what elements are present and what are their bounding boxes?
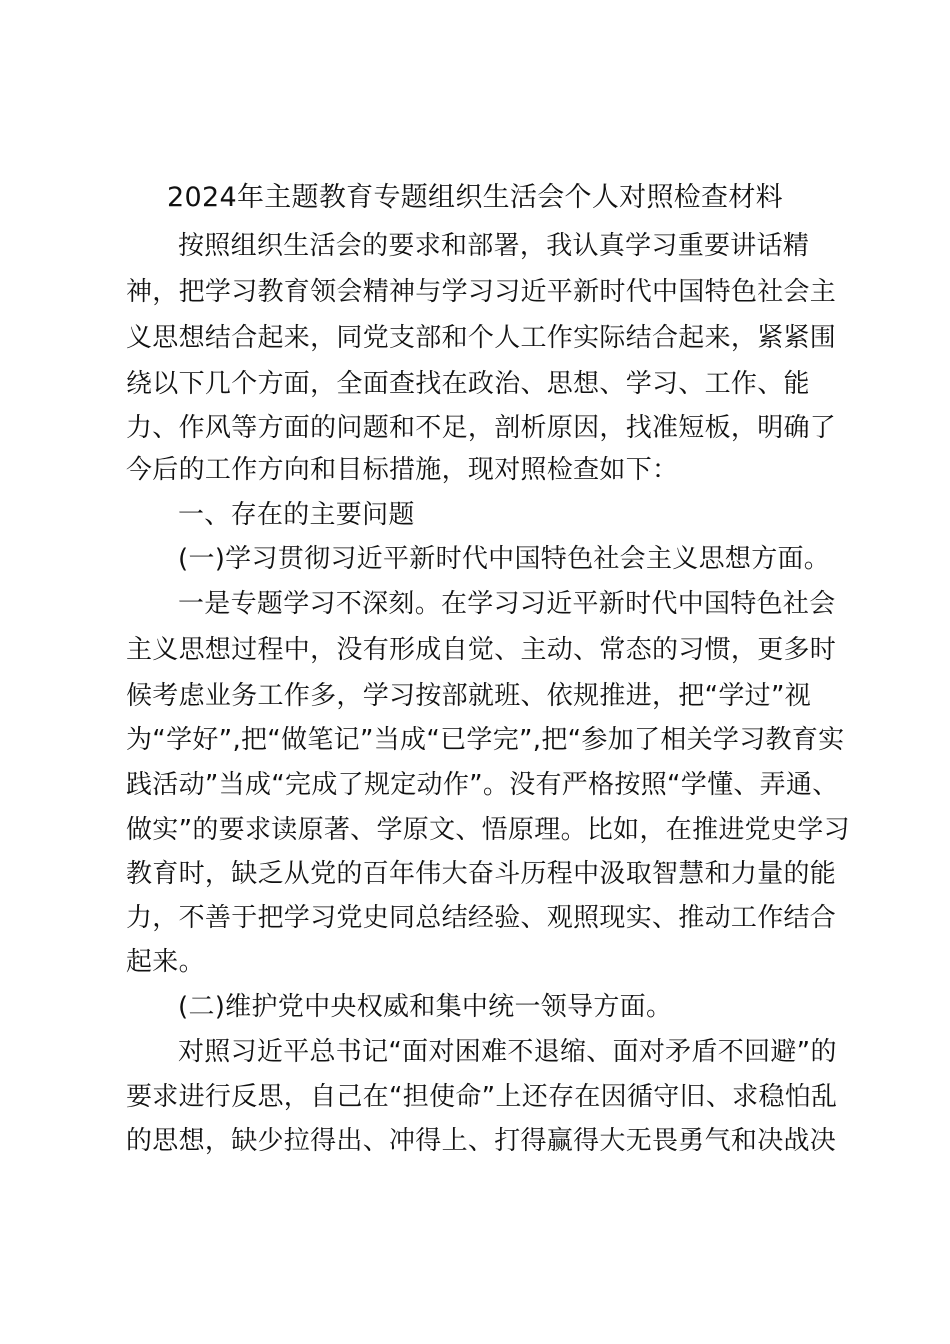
paragraph-line: 的思想，缺少拉得出、冲得上、打得赢得大无畏勇气和决战决 <box>126 1126 837 1156</box>
paragraph-line: 为“学好”,把“做笔记”当成“已学完”,把“参加了相关学习教育实 <box>126 725 845 755</box>
paragraph-line: 绕以下几个方面，全面查找在政治、思想、学习、工作、能 <box>126 369 810 399</box>
paragraph-line: 力，不善于把学习党史同总结经验、观照现实、推动工作结合 <box>126 903 837 933</box>
paragraph-line: 教育时，缺乏从党的百年伟大奋斗历程中汲取智慧和力量的能 <box>126 859 837 889</box>
document-title: 2024年主题教育专题组织生活会个人对照检查材料 <box>167 182 783 213</box>
paragraph-line: 要求进行反思，自己在“担使命”上还存在因循守旧、求稳怕乱 <box>126 1082 838 1112</box>
paragraph-line: 义思想结合起来，同党支部和个人工作实际结合起来，紧紧围 <box>126 323 837 353</box>
paragraph-line: 践活动”当成“完成了规定动作”。没有严格按照“学懂、弄通、 <box>126 770 839 800</box>
section-heading: 一、存在的主要问题 <box>178 500 415 530</box>
paragraph-line: 一是专题学习不深刻。在学习习近平新时代中国特色社会 <box>178 589 836 619</box>
subsection-heading: (二)维护党中央权威和集中统一领导方面。 <box>178 992 673 1022</box>
paragraph-line: 起来。 <box>126 947 205 977</box>
paragraph-line: 神，把学习教育领会精神与学习习近平新时代中国特色社会主 <box>126 277 837 307</box>
paragraph-line: 做实”的要求读原著、学原文、悟原理。比如，在推进党史学习 <box>126 815 850 845</box>
paragraph-line: 今后的工作方向和目标措施，现对照检查如下： <box>126 455 679 485</box>
paragraph-line: 力、作风等方面的问题和不足，剖析原因，找准短板，明确了 <box>126 413 837 443</box>
paragraph-line: 按照组织生活会的要求和部署，我认真学习重要讲话精 <box>178 231 810 261</box>
paragraph-line: 对照习近平总书记“面对困难不退缩、面对矛盾不回避”的 <box>178 1037 837 1067</box>
paragraph-line: 主义思想过程中，没有形成自觉、主动、常态的习惯，更多时 <box>126 635 837 665</box>
subsection-heading: (一)学习贯彻习近平新时代中国特色社会主义思想方面。 <box>178 544 831 574</box>
paragraph-line: 候考虑业务工作多，学习按部就班、依规推进，把“学过”视 <box>126 681 812 711</box>
